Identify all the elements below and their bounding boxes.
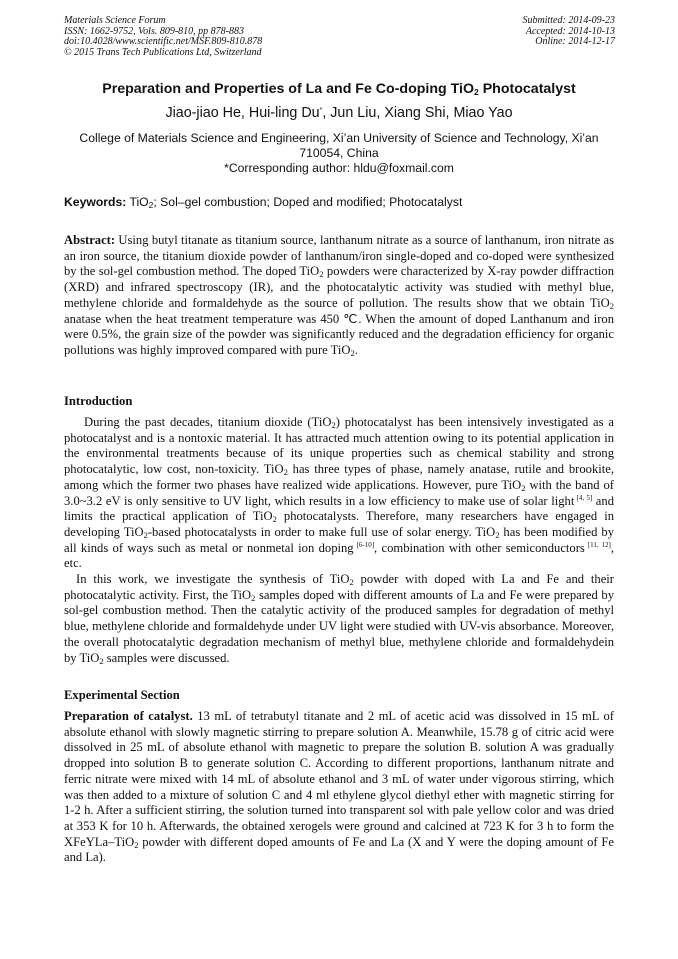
keywords-label: Keywords: bbox=[64, 195, 127, 209]
preparation-paragraph: Preparation of catalyst. 13 mL of tetrabutyl titanate and 2 mL of acetic acid was dissolved in 15 mL of absolute ethanol with slowly magnetic stirring to prepare solution A. Meanwhile, 15.78 g of citric acid were dissolved in 25 mL of absolute ethanol with magnetic to prepare the solution B. solution A was gradually dropped into solution B to generate solution C. According to different proportions, lanthanum nitrate and ferric nitrate were mixed with 14 mL of absolute ethanol and 3 mL of water under vigorous stirring, which was then added to a mixture of solution C and 4 ml ethylene glycol diethyl ether with magnetic stirring for 1-2 h. After a sufficient stirring, the solution turned into transparent sol with pale yellow color and was dried at 353 K for 10 h. Afterwards, the obtained xerogels were ground and calcined at 723 K for 3 h to form the XFeYLa–TiO$_2$ powder with different doped amounts of Fe and La (X and Y were the doping amount of Fe and La). bbox=[64, 709, 615, 865]
abstract-label: Abstract: bbox=[64, 233, 116, 247]
journal-issn: ISSN: 1662-9752, Vols. 809-810, pp 878-883 bbox=[64, 25, 244, 37]
author-list: Jiao-jiao He, Hui-ling Du*, Jun Liu, Xiang Shi, Miao Yao bbox=[165, 105, 513, 121]
citation[interactable]: [6-10] bbox=[353, 540, 375, 549]
submitted-date: Submitted: 2014-09-23 bbox=[522, 15, 615, 26]
affiliation bbox=[64, 131, 614, 176]
intro-paragraph-1: During the past decades, titanium dioxide (TiO$_2$) photocatalyst has been intensively investigated as a photocatalyst and is a nontoxic material. It has attracted much attention owing to its potential application in the environmental treatments because of its unique properties such as chemical stability and strong photocatalytic, low cost, non-toxicity. TiO$_2$ has three types of phase, namely anatase, rutile and brookite, among which the former two phases have realized wide applications. However, pure TiO$_2$ with the band of 3.0~3.2 eV is only sensitive to UV light, which results in a low efficiency to make use of solar light [4, 5] and limits the practical application of TiO$_2$ photocatalysts. Therefore, many researchers have engaged in developing TiO$_2$-based photocatalysts in order to make full use of solar energy. TiO$_2$ has been modified by all kinds of ways such as metal or nonmetal ion doping [6-10], combination with other semiconductors [11, 12], etc. bbox=[64, 415, 615, 571]
affiliation-postcode: 710054, China bbox=[299, 146, 379, 160]
experimental-heading: Experimental Section bbox=[64, 688, 180, 702]
citation[interactable]: [4, 5] bbox=[574, 493, 593, 502]
introduction-heading: Introduction bbox=[64, 394, 133, 408]
corresponding-author: *Corresponding author: hldu@foxmail.com bbox=[224, 161, 454, 175]
journal-info bbox=[64, 16, 262, 58]
journal-copyright: © 2015 Trans Tech Publications Ltd, Switzerland bbox=[64, 46, 262, 58]
intro-paragraph-2: In this work, we investigate the synthesis of TiO$_2$ powder with doped with La and Fe and their photocatalytic activity. First, the TiO$_2$ samples doped with different amounts of La and Fe were prepared by sol-gel combustion method. Then the catalytic activity of the produced samples for degradation of methyl blue, methylene chloride and formaldehyde under UV light were studied with UV-vis absorbance. Moreover, the overall photocatalytic degradation mechanism of methyl blue, methylene chloride and formaldehydein by TiO$_2$ samples were discussed. bbox=[64, 572, 615, 666]
abstract: Abstract: Using butyl titanate as titanium source, lanthanum nitrate as a source of lanthanum, iron nitrate as an iron source, the titanium dioxide powder of lanthanum/iron single-doped and co-doped were synthesized by the sol-gel combustion method. The doped TiO$_2$ powders were characterized by X-ray powder diffraction (XRD) and infrared spectroscopy (IR), and the photocatalytic activity was studied with methyl blue, methylene chloride and formaldehyde as the source of pollution. The results show that we obtain TiO$_2$ anatase when the heat treatment temperature was 450 ℃. When the amount of doped Lanthanum and iron were 0.5%, the grain size of the powder was significantly reduced and the degradation efficiency for organic pollutions was highly improved compared with pure TiO$_2$. bbox=[64, 233, 615, 358]
publication-dates bbox=[523, 16, 616, 48]
journal-doi[interactable]: doi:10.4028/www.scientific.net/MSF.809-810.878 bbox=[64, 36, 263, 47]
paper-title: Preparation and Properties of La and Fe Co-doping TiO$_2$ Photocatalyst bbox=[102, 81, 576, 97]
keywords: Keywords: TiO$_2$; Sol–gel combustion; Doped and modified; Photocatalyst bbox=[64, 195, 463, 210]
journal-name: Materials Science Forum bbox=[64, 15, 166, 26]
accepted-date: Accepted: 2014-10-13 bbox=[525, 25, 615, 37]
online-date: Online: 2014-12-17 bbox=[535, 36, 615, 47]
introduction-body bbox=[64, 415, 614, 666]
citation[interactable]: [11, 12] bbox=[584, 540, 611, 549]
affiliation-line: College of Materials Science and Engineering, Xi’an University of Science and Technology, Xi’an bbox=[79, 131, 599, 145]
preparation-label: Preparation of catalyst. bbox=[64, 709, 193, 723]
